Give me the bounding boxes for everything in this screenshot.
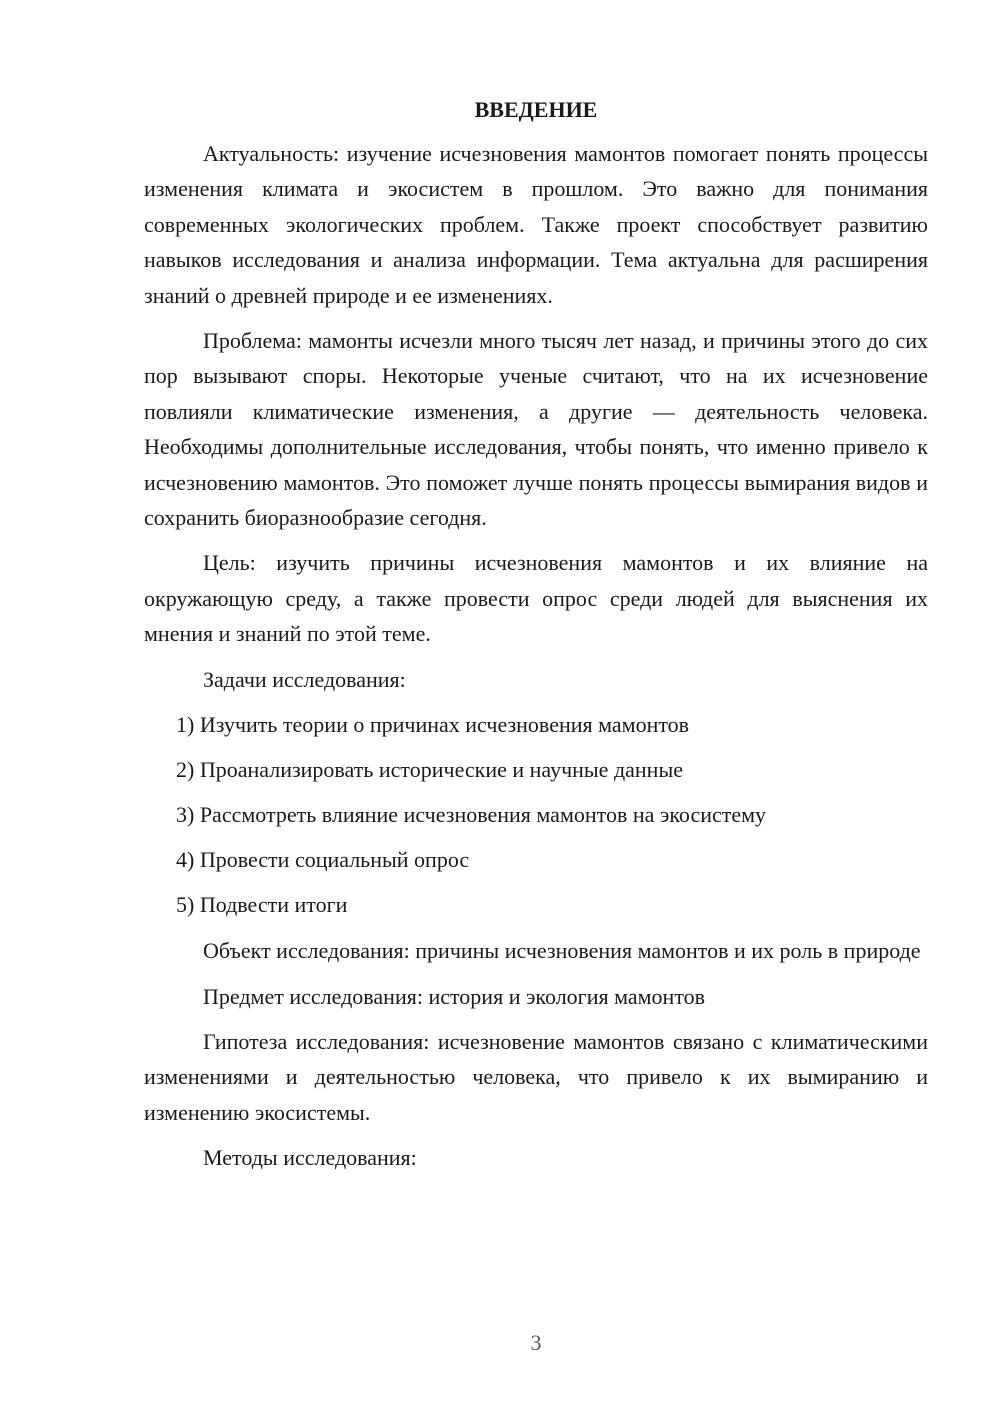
document-page	[144, 96, 928, 1186]
tasks-heading: Задачи исследования:	[203, 666, 406, 692]
goal-paragraph: Цель: изучить причины исчезновения мамонтов и их влияние на окружающую среду, а также провести опрос среди людей для выяснения их мнения и знаний по этой теме.	[144, 550, 928, 647]
list-item: 3) Рассмотреть влияние исчезновения мамонтов на экосистему	[176, 802, 767, 828]
list-item: 2) Проанализировать исторические и научные данные	[176, 757, 683, 783]
section-title: ВВЕДЕНИЕ	[474, 97, 598, 122]
list-item: 5) Подвести итоги	[176, 892, 348, 918]
problem-paragraph: Проблема: мамонты исчезли много тысяч лет назад, и причины этого до сих пор вызывают споры. Некоторые ученые считают, что на их исчезновение повлияли климатические изменения, а другие — деятельность человека. Необходимы дополнительные исследования, чтобы понять, что именно привело к исчезновению мамонтов. Это поможет лучше понять процессы вымирания видов и сохранить биоразнообразие сегодня.	[144, 328, 928, 531]
page-number: 3	[530, 1330, 542, 1355]
methods-paragraph: Методы исследования:	[203, 1145, 417, 1171]
list-item: 4) Провести социальный опрос	[176, 847, 470, 873]
tasks-list	[144, 708, 928, 922]
object-paragraph: Объект исследования: причины исчезновения мамонтов и их роль в природе	[203, 938, 921, 964]
hypothesis-paragraph: Гипотеза исследования: исчезновение мамонтов связано с климатическими изменениями и деятельностью человека, что привело к их вымиранию и изменению экосистемы.	[144, 1028, 928, 1125]
list-item: 1) Изучить теории о причинах исчезновения мамонтов	[176, 712, 690, 738]
relevance-paragraph: Актуальность: изучение исчезновения мамонтов помогает понять процессы изменения климата и экосистем в прошлом. Это важно для понимания современных экологических проблем. Также проект способствует развитию навыков исследования и анализа информации. Тема актуальна для расширения знаний о древней природе и ее изменениях.	[144, 141, 928, 308]
subject-paragraph: Предмет исследования: история и экология мамонтов	[203, 983, 706, 1009]
